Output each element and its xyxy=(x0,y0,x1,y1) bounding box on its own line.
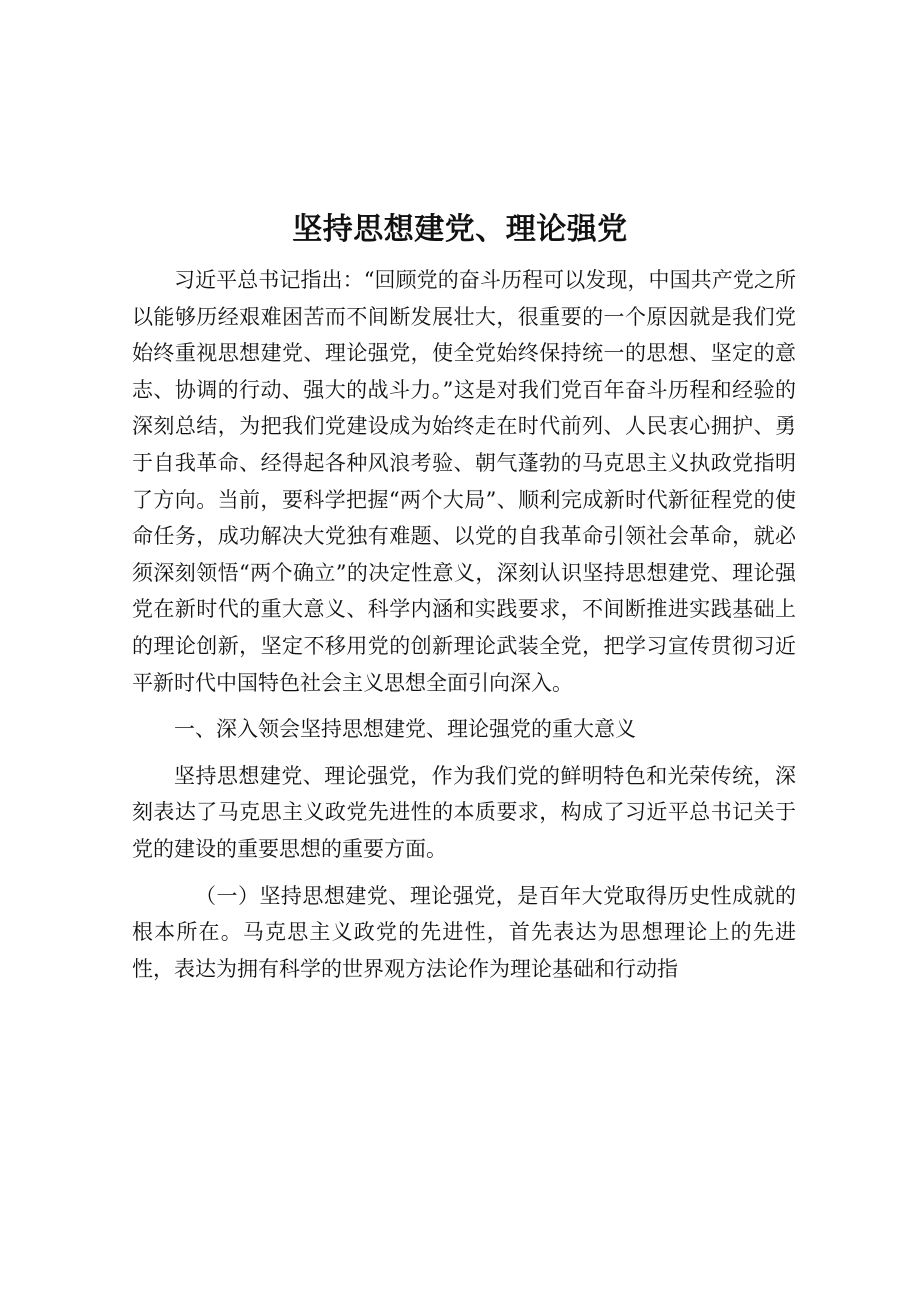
section-heading: 一、深入领会坚持思想建党、理论强党的重大意义 xyxy=(174,717,636,742)
intro-paragraph: 习近平总书记指出：“回顾党的奋斗历程可以发现，中国共产党之所以能够历经艰难困苦而不间断发展壮大，很重要的一个原因就是我们党始终重视思想建党、理论强党，使全党始终保持统一的思想、坚定的意志、协调的行动、强大的战斗力。”这是对我们党百年奋斗历程和经验的深刻总结，为把我们党建设成为始终走在时代前列、人民衷心拥护、勇于自我革命、经得起各种风浪考验、朝气蓬勃的马克思主义执政党指明了方向。当前，要科学把握“两个大局”、顺利完成新时代新征程党的使命任务，成功解决大党独有难题、以党的自我革命引领社会革命，就必须深刻领悟“两个确立”的决定性意义，深刻认识坚持思想建党、理论强党在新时代的重大意义、科学内涵和实践要求，不间断推进实践基础上的理论创新，坚定不移用党的创新理论武装全党，把学习宣传贯彻习近平新时代中国特色社会主义思想全面引向深入。 xyxy=(132,268,796,695)
document-body xyxy=(132,262,796,987)
subsection-paragraph: （一）坚持思想建党、理论强党，是百年大党取得历史性成就的根本所在。马克思主义政党的先进性，首先表达为思想理论上的先进性，表达为拥有科学的世界观方法论作为理论基础和行动指 xyxy=(132,883,796,981)
section-paragraph: 坚持思想建党、理论强党，作为我们党的鲜明特色和光荣传统，深刻表达了马克思主义政党先进性的本质要求，构成了习近平总书记关于党的建设的重要思想的重要方面。 xyxy=(132,763,796,861)
document-title: 坚持思想建党、理论强党 xyxy=(292,212,628,247)
